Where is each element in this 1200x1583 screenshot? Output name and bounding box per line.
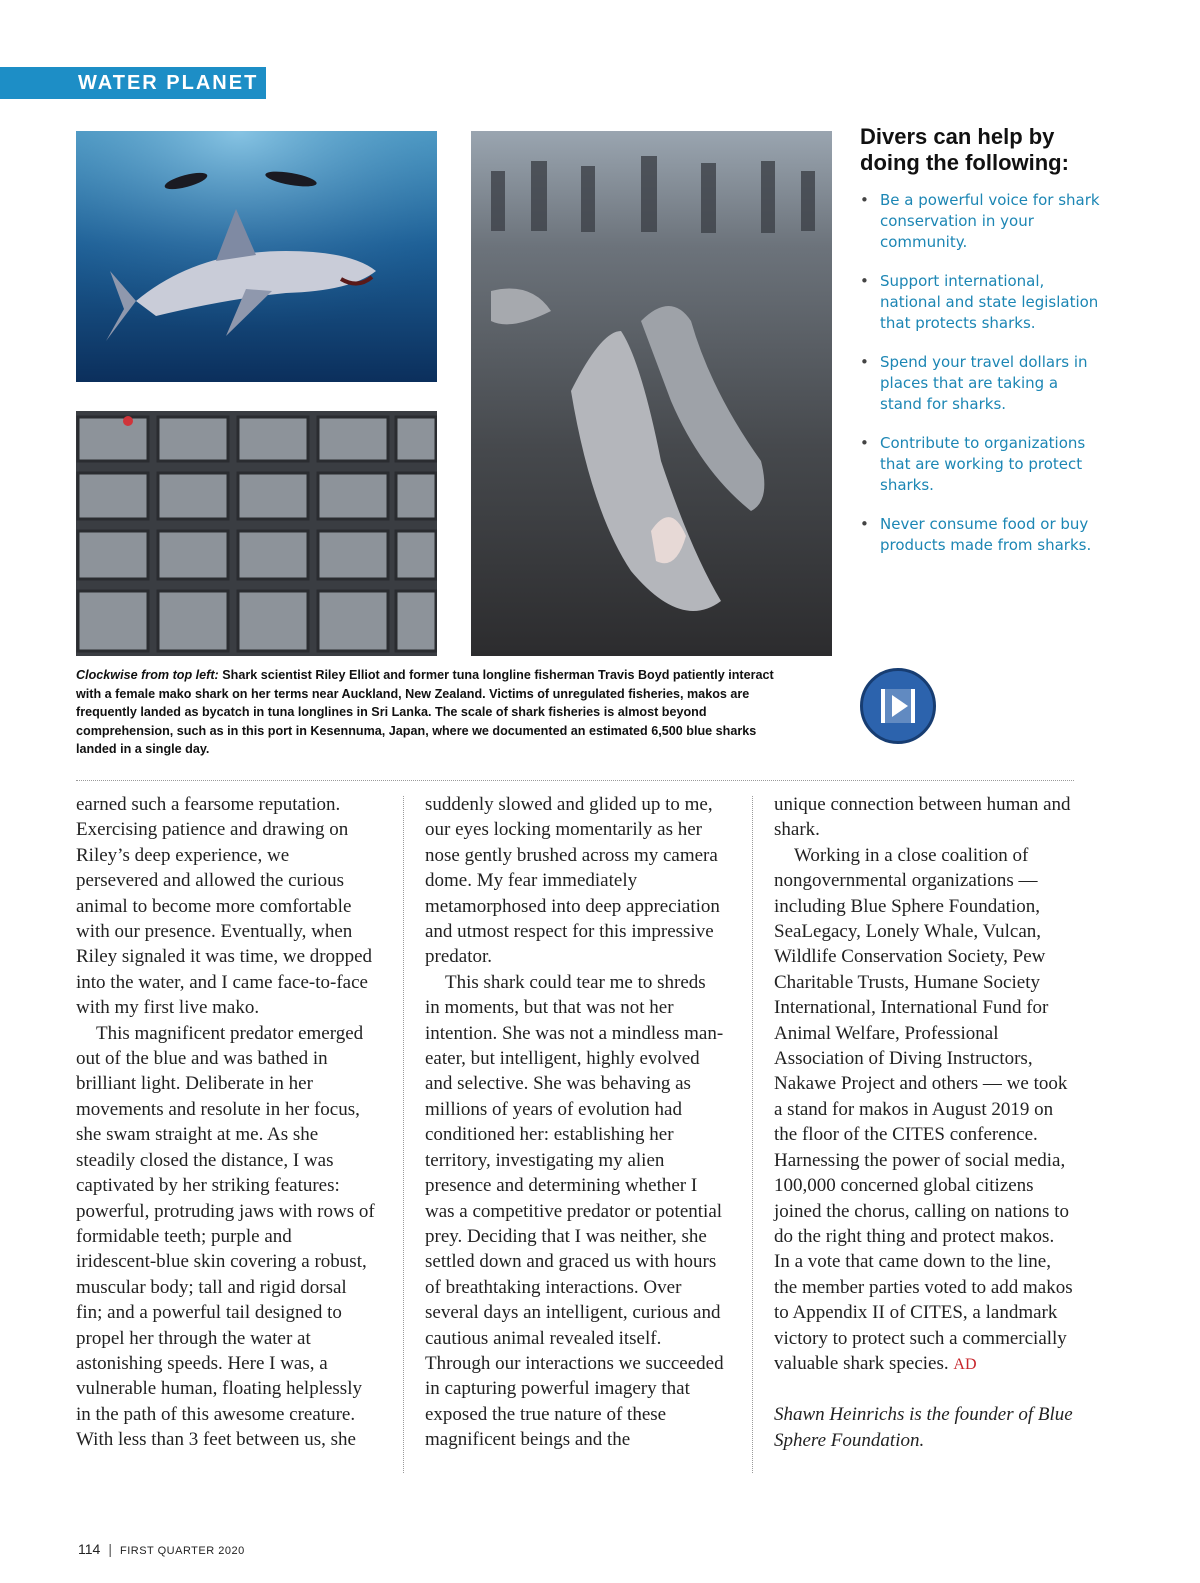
footer-separator: | (108, 1541, 112, 1557)
bullet: • (860, 191, 869, 209)
section-divider (76, 780, 1074, 781)
column-divider (403, 796, 404, 1473)
mako-shark-photo (76, 131, 437, 382)
caption-text: Shark scientist Riley Elliot and former tuna longline fisherman Travis Boyd patiently interact with a female mako shark on her terms near Auckland, New Zealand. Victims of unregulated fisheries, makos are frequently landed as bycatch in tuna longlines in Sri Lanka. The scale of shark fisheries is almost beyond comprehension, such as in this port in Kesennuma, Japan, where we documented an estimated 6,500 blue sharks landed in a single day. (76, 668, 774, 756)
paragraph: This magnificent predator emerged out of the blue and was bathed in brilliant light. Deliberate in her movements and resolute in her focus, she swam straight at me. As she steadily closed the distance, I was captivated by her striking features: powerful, protruding jaws with rows of formidable teeth; purple and iridescent-blue skin covering a robust, muscular body; tall and rigid dorsal fin; and a powerful tail designed to propel her through the water at astonishing speeds. Here I was, a vulnerable human, floating helplessly in the path of this awesome creature. With less than 3 feet between us, she (76, 1022, 375, 1451)
column-divider (752, 796, 753, 1473)
paragraph: unique connection between human and shark. (774, 794, 1071, 841)
play-video-icon (863, 671, 933, 741)
author-bio: Shawn Heinrichs is the founder of Blue Sphere Foundation. (774, 1404, 1073, 1451)
paragraph: earned such a fearsome reputation. Exercising patience and drawing on Riley’s deep experience, we persevered and allowed the curious animal to become more comfortable with our presence. Eventually, when Riley signaled it was time, we dropped into the water, and I came face-to-face with my first live mako. (76, 794, 373, 1019)
bullet: • (860, 272, 869, 290)
photo-caption (76, 666, 776, 759)
shark-catch-pile-photo (76, 411, 437, 656)
article-column-2 (425, 792, 725, 1453)
landed-sharks-port-photo (471, 131, 832, 656)
help-list (860, 190, 1100, 556)
article-column-1 (76, 792, 376, 1453)
paragraph: Working in a close coalition of nongovernmental organizations — including Blue Sphere Foundation, SeaLegacy, Lonely Whale, Vulcan, Wildlife Conservation Society, Pew Charitable Trusts, Humane Society International, International Fund for Animal Welfare, Professional Association of Diving Instructors, Nakawe Project and others — we took a stand for makos in August 2019 on the floor of the CITES conference. Harnessing the power of social media, 100,000 concerned global citizens joined the chorus, calling on nations to do the right thing and protect makos. In a vote that came down to the line, the member parties voted to add makos to Appendix II of CITES, a landmark victory to protect such a commercially valuable shark species. AD (774, 844, 1073, 1374)
page-number: 114 (78, 1541, 101, 1557)
play-video-button[interactable] (860, 668, 936, 744)
list-item: • Spend your travel dollars in places that are taking a stand for sharks. (860, 353, 1088, 413)
article-column-3 (774, 792, 1074, 1453)
sidebar-heading: Divers can help by doing the following: (860, 124, 1069, 175)
paragraph: suddenly slowed and glided up to me, our eyes locking momentarily as her nose gently brushed across my camera dome. My fear immediately metamorphosed into deep appreciation and utmost respect for this impressive predator. (425, 794, 720, 968)
bullet: • (860, 515, 869, 533)
section-label: WATER PLANET (0, 67, 266, 99)
bullet: • (860, 434, 869, 452)
bullet: • (860, 353, 869, 371)
caption-lead: Clockwise from top left: (76, 668, 219, 682)
list-item: • Be a powerful voice for shark conservation in your community. (860, 191, 1100, 251)
paragraph: This shark could tear me to shreds in moments, but that was not her intention. She was not a mindless man-eater, but intelligent, highly evolved and selective. She was behaving as millions of years of evolution had conditioned her: establishing her territory, investigating my alien presence and determining whether I was a competitive predator or potential prey. Deciding that I was neither, she settled down and graced us with hours of breathtaking interactions. Over several days an intelligent, curious and cautious animal revealed itself. Through our interactions we succeeded in capturing powerful imagery that exposed the true nature of these magnificent beings and the (425, 971, 724, 1451)
list-item: • Never consume food or buy products made from sharks. (860, 515, 1092, 554)
end-mark: AD (953, 1355, 977, 1373)
list-item: • Contribute to organizations that are working to protect sharks. (860, 434, 1086, 494)
list-item: • Support international, national and state legislation that protects sharks. (860, 272, 1099, 332)
page-footer (78, 1541, 245, 1557)
issue-label: FIRST QUARTER 2020 (119, 1545, 245, 1557)
divers-help-sidebar (860, 124, 1100, 574)
